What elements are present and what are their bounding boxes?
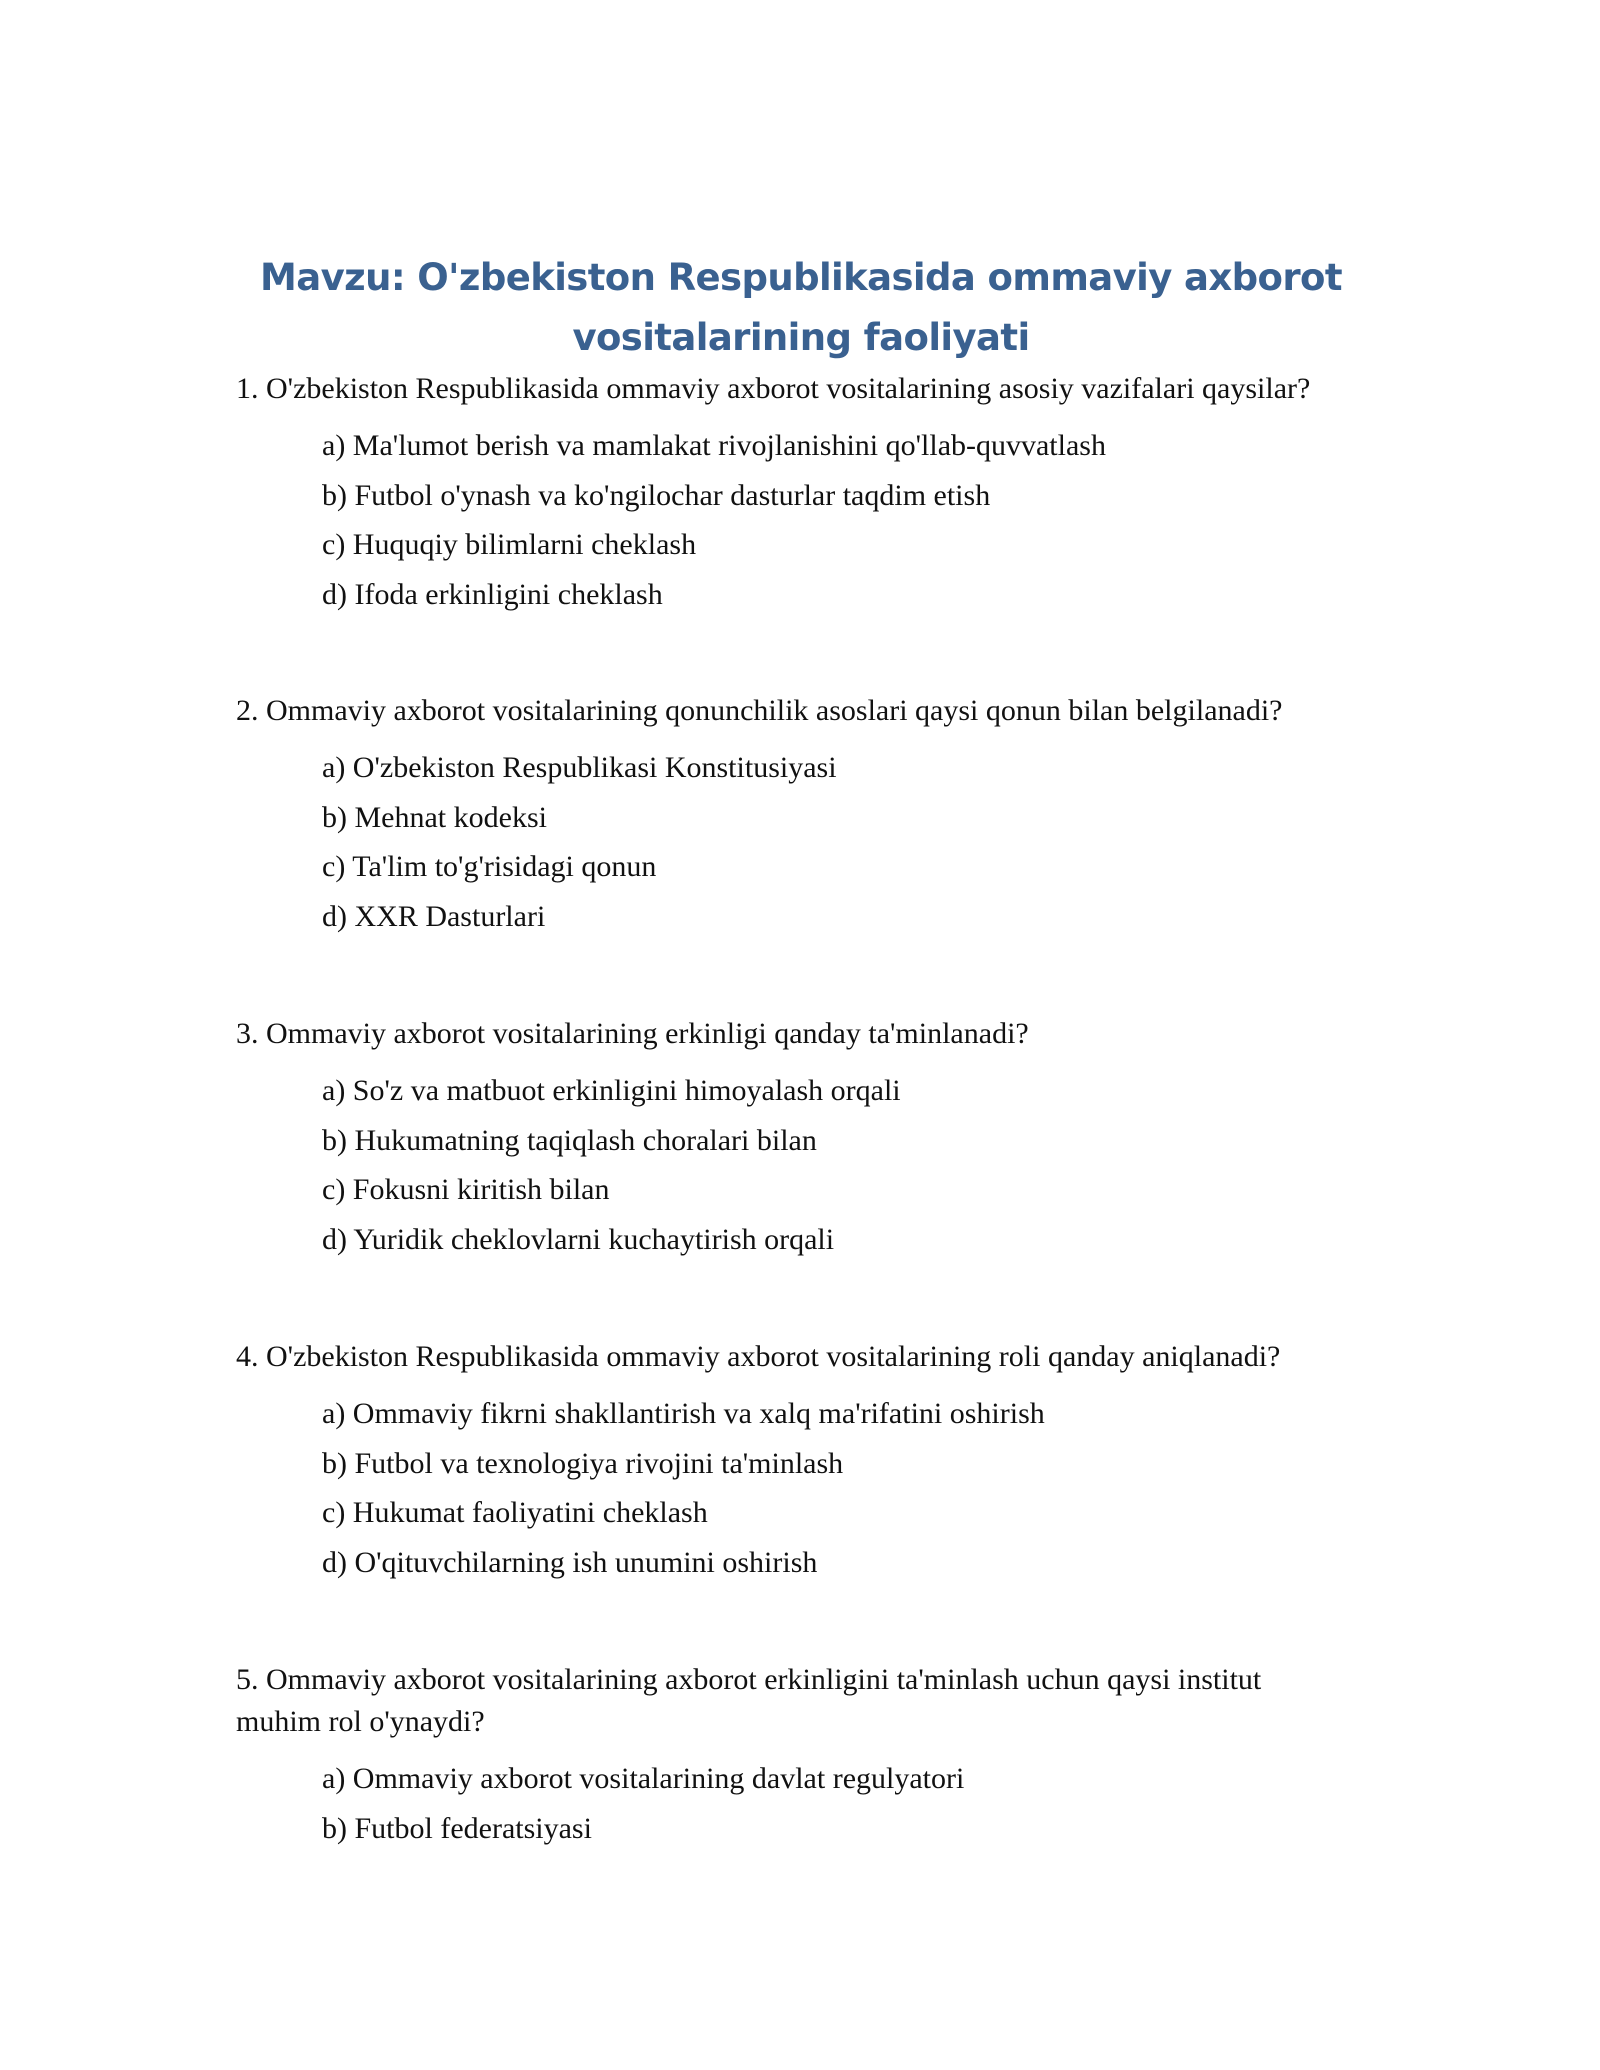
option-2c: c) Ta'lim to'g'risidagi qonun (322, 850, 657, 883)
option-1b: b) Futbol o'ynash va ko'ngilochar dasturlar taqdim etish (322, 478, 991, 512)
question-3-options (322, 1066, 1322, 1264)
option-4c: c) Hukumat faoliyatini cheklash (322, 1496, 708, 1529)
option-2b: b) Mehnat kodeksi (322, 800, 547, 834)
option-4d: d) O'qituvchilarning ish unumini oshirish (322, 1545, 818, 1579)
option-2a: a) O'zbekiston Respublikasi Konstitusiyasi (322, 751, 837, 784)
option-1c: c) Huquqiy bilimlarni cheklash (322, 528, 697, 561)
question-4-options (322, 1389, 1322, 1587)
option-1d: d) Ifoda erkinligini cheklash (322, 577, 663, 611)
option-1a: a) Ma'lumot berish va mamlakat rivojlanishini qo'llab-quvvatlash (322, 429, 1106, 462)
option-4a: a) Ommaviy fikrni shakllantirish va xalq ma'rifatini oshirish (322, 1397, 1045, 1430)
option-5b: b) Futbol federatsiyasi (322, 1811, 592, 1845)
question-5-options (322, 1754, 1322, 1853)
option-3a: a) So'z va matbuot erkinligini himoyalash orqali (322, 1074, 901, 1107)
title-line-2: vositalarining faoliyati (572, 316, 1030, 359)
document-title (236, 248, 1366, 368)
option-3c: c) Fokusni kiritish bilan (322, 1173, 610, 1206)
question-3: 3. Ommaviy axborot vositalarining erkinligi qanday ta'minlanadi? (236, 1017, 1029, 1050)
option-3b: b) Hukumatning taqiqlash choralari bilan (322, 1123, 817, 1157)
option-5a: a) Ommaviy axborot vositalarining davlat regulyatori (322, 1762, 965, 1795)
question-5: 5. Ommaviy axborot vositalarining axborot erkinligini ta'minlash uchun qaysi institut muhim rol o'ynaydi? (236, 1663, 1262, 1738)
title-line-1: Mavzu: O'zbekiston Respublikasida ommaviy axborot (260, 256, 1342, 299)
question-1: 1. O'zbekiston Respublikasida ommaviy axborot vositalarining asosiy vazifalari qaysilar? (236, 372, 1311, 405)
question-2-options (322, 743, 1322, 941)
question-4: 4. O'zbekiston Respublikasida ommaviy axborot vositalarining roli qanday aniqlanadi? (236, 1340, 1281, 1373)
option-4b: b) Futbol va texnologiya rivojini ta'minlash (322, 1446, 844, 1480)
question-1-options (322, 421, 1322, 619)
question-2: 2. Ommaviy axborot vositalarining qonunchilik asoslari qaysi qonun bilan belgilanadi? (236, 694, 1283, 727)
option-3d: d) Yuridik cheklovlarni kuchaytirish orqali (322, 1222, 835, 1256)
option-2d: d) XXR Dasturlari (322, 899, 546, 933)
